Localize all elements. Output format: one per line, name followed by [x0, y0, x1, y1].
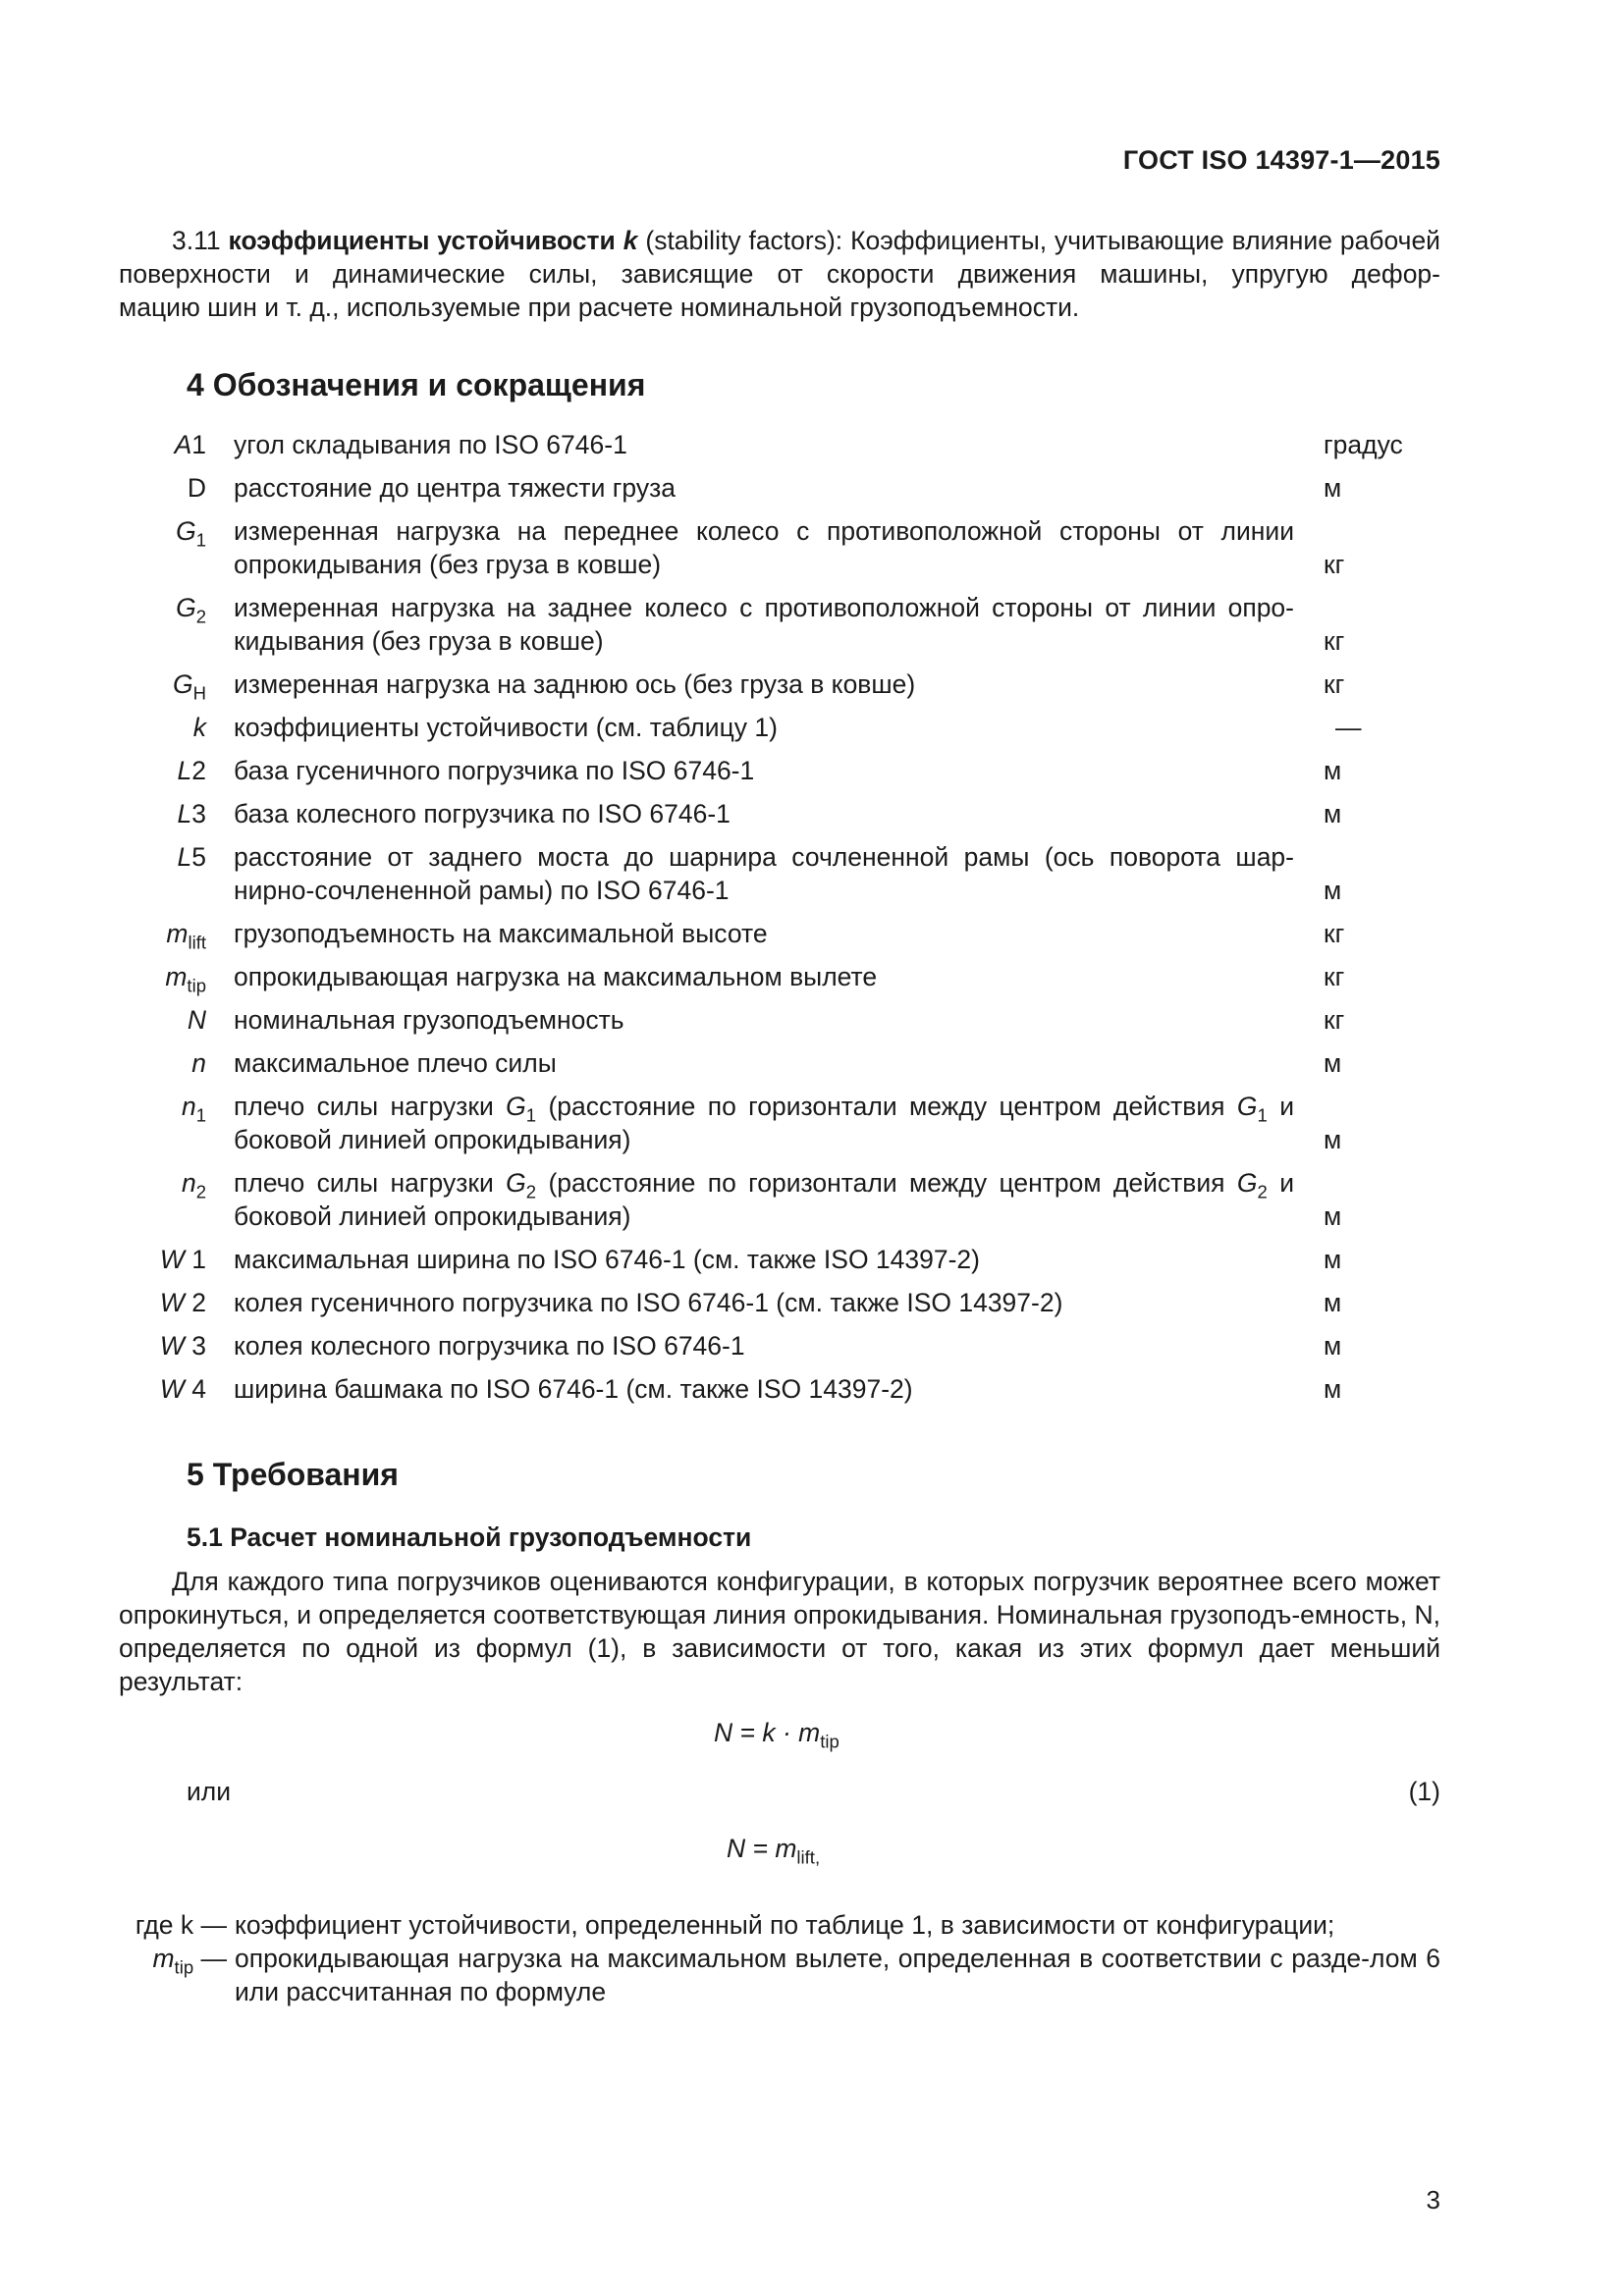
symbol-row [147, 591, 1443, 667]
term-definition-2: мацию шин и т. д., используемые при расчете номинальной грузоподъемности. [119, 293, 1080, 322]
symbol-row [147, 1372, 1443, 1415]
symbol: W 1 [159, 1245, 206, 1274]
symbol-unit: м [1324, 1374, 1342, 1404]
page-number: 3 [1426, 2185, 1440, 2215]
formula-2-sub: lift, [796, 1846, 821, 1868]
symbol-description: плечо силы нагрузки $G_1$ (расстояние по горизонтали между центром действия $G_1$ и боковой линией опрокидывания) [234, 1092, 1294, 1154]
document-header: ГОСТ ISO 14397-1—2015 [1122, 145, 1440, 175]
symbol-unit: м [1324, 1331, 1342, 1361]
symbol: N [187, 1005, 206, 1035]
symbol-row [147, 667, 1443, 711]
symbol: $m_{tip}$ [165, 962, 206, 996]
symbol-description: расстояние от заднего моста до шарнира сочлененной рамы (ось поворота шар-нирно-сочлененной рамы) по ISO 6746-1 [234, 842, 1294, 905]
symbol-description: измеренная нагрузка на переднее колесо с противоположной стороны от линии опрокидывания (без груза в ковше) [234, 516, 1294, 579]
where-text-1: коэффициент устойчивости, определенный по таблице 1, в зависимости от конфигурации; [235, 1910, 1335, 1940]
where-label-2: $m_{tip}$ — [152, 1944, 227, 1978]
symbol-unit: кг [1324, 626, 1345, 656]
symbol-description: расстояние до центра тяжести груза [234, 473, 676, 503]
subsection-5-1-title: 5.1 Расчет номинальной грузоподъемности [187, 1522, 752, 1552]
symbol-unit: градус [1324, 430, 1403, 459]
where-label-1: где k — [135, 1910, 227, 1940]
symbol-row [147, 1166, 1443, 1243]
symbol-unit: м [1324, 756, 1342, 785]
symbol-description: измеренная нагрузка на заднее колесо с противоположной стороны от линии опро-кидывания (без груза в ковше) [234, 593, 1294, 656]
symbol-description: максимальная ширина по ISO 6746-1 (см. также ISO 14397-2) [234, 1245, 980, 1274]
symbol-row [147, 1003, 1443, 1046]
equation-number: (1) [1408, 1777, 1440, 1806]
symbol-unit: м [1324, 1201, 1342, 1231]
symbol-row [147, 1243, 1443, 1286]
symbol: L3 [177, 799, 206, 828]
symbol-unit: кг [1324, 550, 1345, 579]
symbol: W 2 [159, 1288, 206, 1317]
term-name: коэффициенты устойчивости [228, 226, 616, 255]
or-word: или [187, 1777, 232, 1806]
symbol-description: номинальная грузоподъемность [234, 1005, 624, 1035]
formula-1: $N = k \cdot m_{tip}$ [714, 1718, 839, 1752]
term-definition-1: Коэффициенты, учитывающие влияние рабочей поверхности и динамические силы, зависящие от скорости движения машины, упругую дефор- [119, 226, 1440, 289]
formula-2: $N = m_{lift,}$ [727, 1834, 821, 1868]
symbol-unit: кг [1324, 962, 1345, 991]
symbol-unit: м [1324, 1245, 1342, 1274]
formula-1-sub: tip [820, 1731, 839, 1752]
term-3-11-paragraph [119, 224, 1440, 324]
symbol-row [147, 1090, 1443, 1166]
symbol-unit: м [1324, 1048, 1342, 1078]
symbol-unit: м [1324, 876, 1342, 905]
term-english: (stability factors): [645, 226, 843, 255]
symbol-row [147, 514, 1443, 591]
symbol-unit: кг [1324, 919, 1345, 948]
symbol-row [147, 1329, 1443, 1372]
symbol-row [147, 428, 1443, 471]
symbol: $G_2$ [176, 593, 206, 627]
symbol-row [147, 1286, 1443, 1329]
symbol-row [147, 917, 1443, 960]
symbol: n [191, 1048, 206, 1078]
section-5-1-paragraph [119, 1565, 1440, 1698]
where-text-2: опрокидывающая нагрузка на максимальном вылете, определенная в соответствии с разде-лом 6 или рассчитанная по формуле [235, 1944, 1440, 2006]
symbol-description: максимальное плечо силы [234, 1048, 557, 1078]
where-row-1 [119, 1908, 1440, 1942]
section-4-title: 4 Обозначения и сокращения [187, 367, 646, 402]
symbol-unit: м [1324, 1288, 1342, 1317]
symbol-row [147, 797, 1443, 840]
symbols-table [147, 428, 1443, 1415]
symbol-description: колея гусеничного погрузчика по ISO 6746-1 (см. также ISO 14397-2) [234, 1288, 1063, 1317]
symbol-unit: м [1324, 1125, 1342, 1154]
where-block [119, 1908, 1440, 2008]
symbol-description: измеренная нагрузка на заднюю ось (без груза в ковше) [234, 669, 916, 699]
symbol: W 3 [159, 1331, 206, 1361]
symbol: $n_2$ [181, 1168, 206, 1202]
symbol-unit: м [1324, 473, 1342, 503]
term-number: 3.11 [172, 226, 221, 255]
symbol-unit: кг [1324, 1005, 1345, 1035]
symbol: $n_1$ [181, 1092, 206, 1126]
symbol-row [147, 840, 1443, 917]
symbol: W 4 [159, 1374, 206, 1404]
symbol-description: угол складывания по ISO 6746-1 [234, 430, 627, 459]
symbol-row [147, 754, 1443, 797]
symbol-description: опрокидывающая нагрузка на максимальном вылете [234, 962, 878, 991]
symbol-description: ширина башмака по ISO 6746-1 (см. также ISO 14397-2) [234, 1374, 913, 1404]
symbol: $G_1$ [176, 516, 206, 551]
symbol-row [147, 960, 1443, 1003]
symbol-description: плечо силы нагрузки $G_2$ (расстояние по горизонтали между центром действия $G_2$ и боковой линией опрокидывания) [234, 1168, 1294, 1231]
where-row-2 [119, 1942, 1440, 2008]
symbol: k [192, 713, 206, 742]
symbol-unit: — [1335, 713, 1362, 742]
symbol-row [147, 471, 1443, 514]
section-5-1-text: Для каждого типа погрузчиков оцениваются конфигурации, в которых погрузчик вероятнее всего может опрокинуться, и определяется соответствующая линия опрокидывания. Номинальная грузоподъ-емность, N, определяется по одной из формул (1), в зависимости от того, какая из этих формул дает меньший результат: [119, 1567, 1440, 1696]
symbol: $G_H$ [172, 669, 206, 704]
section-5-title: 5 Требования [187, 1457, 399, 1492]
symbol: L2 [177, 756, 206, 785]
symbol: D [187, 473, 206, 503]
symbol: $m_{lift}$ [166, 919, 206, 953]
symbol-description: колея колесного погрузчика по ISO 6746-1 [234, 1331, 745, 1361]
symbol-row [147, 711, 1443, 754]
symbol-description: база колесного погрузчика по ISO 6746-1 [234, 799, 731, 828]
symbol: A1 [174, 430, 206, 459]
term-symbol: k [623, 226, 638, 255]
symbol-unit: м [1324, 799, 1342, 828]
symbol-unit: кг [1324, 669, 1345, 699]
symbol-description: коэффициенты устойчивости (см. таблицу 1) [234, 713, 778, 742]
symbol-description: грузоподъемность на максимальной высоте [234, 919, 768, 948]
symbol-row [147, 1046, 1443, 1090]
symbol-description: база гусеничного погрузчика по ISO 6746-1 [234, 756, 755, 785]
symbol: L5 [177, 842, 206, 872]
